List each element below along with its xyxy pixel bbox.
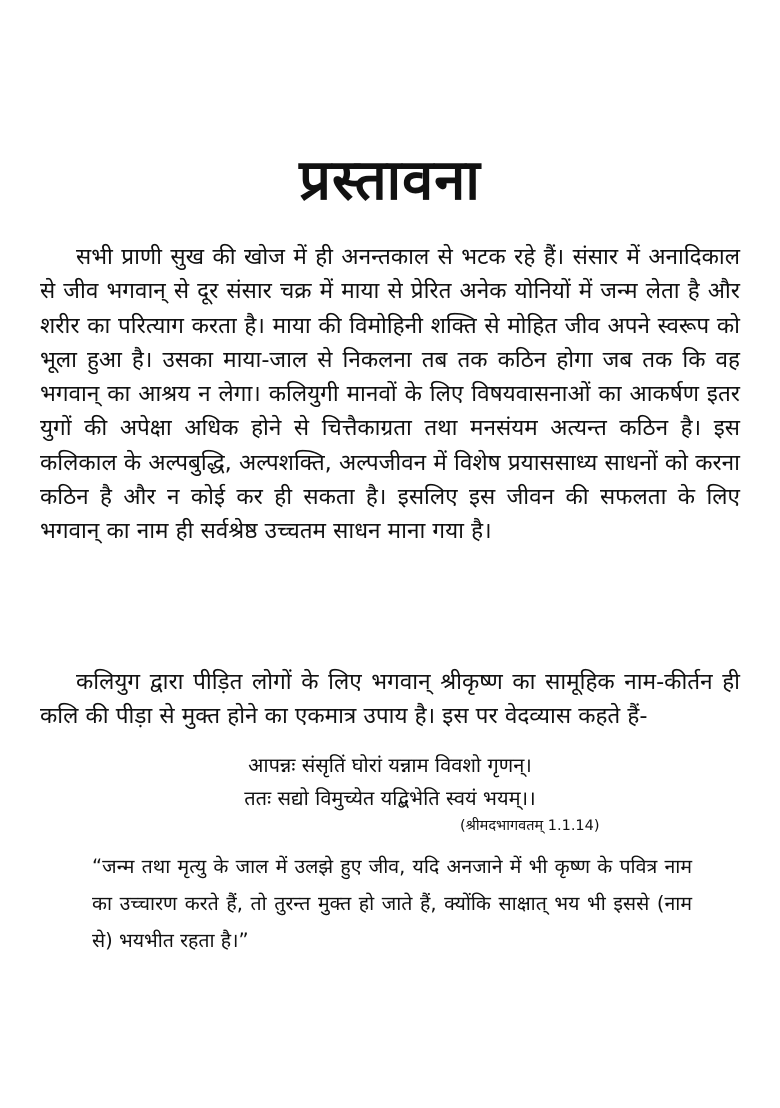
translation-quote: “जन्म तथा मृत्यु के जाल में उलझे हुए जीव, यदि अनजाने में भी कृष्ण के पवित्र नाम का उच्चारण करते हैं, तो तुरन्त मुक्त हो जाते हैं, क्योंकि साक्षात् भय भी इससे (नाम से) भयभीत रहता है।”	[92, 855, 692, 952]
page-title: प्रस्तावना	[299, 148, 481, 213]
paragraph-intro: सभी प्राणी सुख की खोज में ही अनन्तकाल से भटक रहे हैं। संसार में अनादिकाल से जीव भगवान् से दूर संसार चक्र में माया से प्रेरित अनेक योनियों में जन्म लेता है और शरीर का परित्याग करता है। माया की विमोहिनी शक्ति से मोहित जीव अपने स्वरूप को भूला हुआ है। उसका माया-जाल से निकलना तब तक कठिन होगा जब तक कि वह भगवान् का आश्रय न लेगा। कलियुगी मानवों के लिए विषयवासनाओं का आकर्षण इतर युगों की अपेक्षा अधिक होने से चित्तैकाग्रता तथा मनसंयम अत्यन्त कठिन है। इस कलिकाल के अल्पबुद्धि, अल्पशक्ति, अल्पजीवन में विशेष प्रयाससाध्य साधनों को करना कठिन है और न कोई कर ही सकता है। इसलिए इस जीवन की सफलता के लिए भगवान् का नाम ही सर्वश्रेष्ठ उच्चतम साधन माना गया है।	[40, 244, 740, 545]
verse-citation: (श्रीमदभागवतम् 1.1.14)	[460, 818, 600, 834]
verse-line-1: आपन्नः संसृतिं घोरां यन्नाम विवशो गृणन्।	[248, 753, 532, 777]
paragraph-kaliyuga: कलियुग द्वारा पीड़ित लोगों के लिए भगवान् श्रीकृष्ण का सामूहिक नाम-कीर्तन ही कलि की पीड़ा से मुक्त होने का एकमात्र उपाय है। इस पर वेदव्यास कहते हैं-	[40, 669, 740, 730]
verse-line-2: ततः सद्यो विमुच्येत यद्बिभेति स्वयं भयम्।।	[244, 786, 536, 810]
